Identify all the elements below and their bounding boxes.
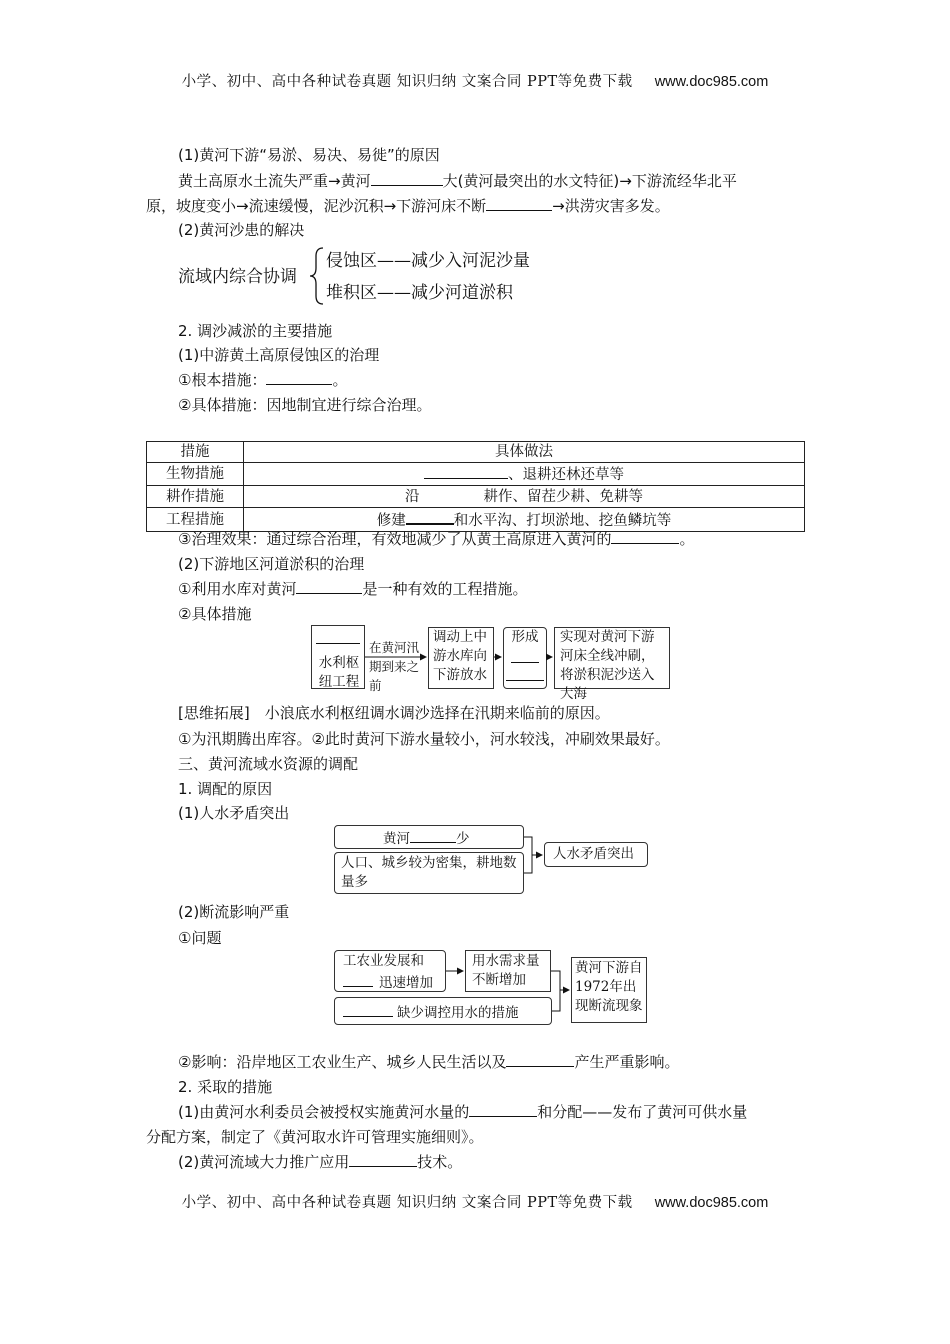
brace-item-1: 侵蚀区——减少入河泥沙量 bbox=[326, 251, 530, 271]
s3-line4-b: 产生严重影响。 bbox=[574, 1053, 680, 1071]
blank-13[interactable] bbox=[343, 1001, 393, 1017]
footer-text: 小学、初中、高中各种试卷真题 知识归纳 文案合同 PPT等免费下载 bbox=[181, 1195, 633, 1211]
s3-line4 bbox=[178, 1051, 679, 1073]
page-header bbox=[0, 70, 950, 91]
s2-line2-a: ①根本措施： bbox=[178, 371, 267, 389]
s2-line6-b: 是一种有效的工程措施。 bbox=[362, 580, 528, 598]
table-cell bbox=[244, 463, 805, 486]
s3-line4-a: ②影响：沿岸地区工农业生产、城乡人民生活以及 bbox=[178, 1053, 507, 1071]
blank-16[interactable] bbox=[349, 1151, 417, 1167]
blank-12[interactable] bbox=[343, 971, 373, 987]
flowB-box-cutoff: 黄河下游自1972年出现断流现象 bbox=[571, 957, 647, 1023]
s2-extension-b: ①为汛期腾出库容。②此时黄河下游水量较小，河水较浅，冲刷效果最好。 bbox=[178, 730, 670, 748]
flowB-dev-b: 迅速增加 bbox=[379, 975, 433, 991]
s3-line1: (1)人水矛盾突出 bbox=[178, 804, 290, 822]
s1-line2-b: 大(黄河最突出的水文特征)→下游流经华北平 bbox=[442, 172, 737, 190]
s3-sub2: 2. 采取的措施 bbox=[178, 1078, 273, 1096]
brace-label: 流域内综合协调 bbox=[178, 267, 297, 287]
brace-icon bbox=[309, 246, 325, 306]
s3-line5-b: 和分配——发布了黄河可供水量 bbox=[537, 1103, 748, 1121]
table-cell bbox=[244, 486, 805, 508]
s2-line7: ②具体措施 bbox=[178, 605, 252, 623]
blank-6[interactable] bbox=[406, 508, 454, 525]
blank-14[interactable] bbox=[506, 1051, 574, 1067]
flow1-dam-text: 水利枢纽工程 bbox=[318, 655, 360, 690]
blank-5[interactable] bbox=[420, 486, 484, 501]
blank-15[interactable] bbox=[469, 1101, 537, 1117]
flowB-box-control bbox=[334, 997, 552, 1025]
blank-9[interactable] bbox=[316, 643, 360, 644]
flow1-box-dam bbox=[311, 625, 365, 689]
s3-line7 bbox=[178, 1151, 462, 1173]
s2-line6 bbox=[178, 578, 527, 600]
s2-extension-a: [思维拓展] 小浪底水利枢纽调水调沙选择在汛期来临前的原因。 bbox=[178, 704, 610, 722]
s1-line4: (2)黄河沙患的解决 bbox=[178, 221, 305, 239]
s1-line3-a: 原，坡度变小→流速缓慢，泥沙沉积→下游河床不断 bbox=[146, 197, 487, 215]
s3-sub1: 1. 调配的原因 bbox=[178, 780, 273, 798]
blank-3[interactable] bbox=[266, 369, 332, 385]
s2-line4 bbox=[178, 528, 694, 550]
blank-4[interactable] bbox=[424, 463, 508, 479]
s3-line5-a: (1)由黄河水利委员会被授权实施黄河水量的 bbox=[178, 1103, 470, 1121]
brace-item-2: 堆积区——减少河道淤积 bbox=[326, 283, 513, 303]
s2-line2-b: 。 bbox=[332, 371, 348, 389]
s2-line5: (2)下游地区河道淤积的治理 bbox=[178, 555, 365, 573]
blank-8[interactable] bbox=[296, 578, 362, 594]
header-url[interactable]: www.doc985.com bbox=[654, 74, 769, 90]
table-cell-text: 沿 bbox=[405, 489, 420, 505]
s2-line4-a: ③治理效果：通过综合治理，有效地减少了从黄土高原进入黄河的 bbox=[178, 530, 612, 548]
flow1-box-form bbox=[503, 627, 547, 689]
s3-line7-b: 技术。 bbox=[417, 1153, 463, 1171]
s3-title: 三、黄河流域水资源的调配 bbox=[178, 755, 359, 773]
s3-line7-a: (2)黄河流域大力推广应用 bbox=[178, 1153, 350, 1171]
flowB-arrow-3 bbox=[552, 990, 560, 1011]
s2-line6-a: ①利用水库对黄河 bbox=[178, 580, 297, 598]
s2-title: 2. 调沙减淤的主要措施 bbox=[178, 322, 333, 340]
blank-2[interactable] bbox=[486, 195, 552, 211]
flowA-box-water bbox=[334, 825, 524, 849]
flow1-box-release: 调动上中游水库向下游放水 bbox=[428, 627, 494, 689]
s3-line2: (2)断流影响严重 bbox=[178, 903, 290, 921]
flowA-box-population: 人口、城乡较为密集，耕地数量多 bbox=[334, 852, 524, 894]
table-cell-text: 修建 bbox=[376, 513, 406, 529]
s1-line2-a: 黄土高原水土流失严重→黄河 bbox=[178, 172, 371, 190]
table-cell-text: 、退耕还林还草等 bbox=[508, 467, 624, 483]
s3-line6: 分配方案，制定了《黄河取水许可管理实施细则》。 bbox=[146, 1128, 484, 1146]
flowB-box-demand: 用水需求量不断增加 bbox=[465, 950, 551, 992]
page-footer bbox=[0, 1191, 950, 1212]
blank-10[interactable] bbox=[511, 662, 539, 663]
flow1-form-line bbox=[506, 680, 544, 681]
table-cell: 工程措施 bbox=[147, 508, 244, 532]
flow1-form-text: 形成 bbox=[511, 629, 539, 645]
s1-line3-b: →洪涝灾害多发。 bbox=[552, 197, 670, 215]
s2-line3: ②具体措施：因地制宜进行综合治理。 bbox=[178, 396, 432, 414]
table-row bbox=[147, 486, 805, 508]
flowA-bracket bbox=[524, 837, 532, 873]
s1-line1: (1)黄河下游“易淤、易决、易徙”的原因 bbox=[178, 146, 440, 164]
flowA-box-conflict: 人水矛盾突出 bbox=[544, 842, 648, 867]
table-cell: 生物措施 bbox=[147, 463, 244, 486]
flowB-control-text: 缺少调控用水的措施 bbox=[397, 1005, 519, 1021]
flow1-box-result: 实现对黄河下游河床全线冲刷，将淤积泥沙送入大海 bbox=[554, 627, 670, 689]
header-text: 小学、初中、高中各种试卷真题 知识归纳 文案合同 PPT等免费下载 bbox=[181, 74, 633, 90]
measures-table bbox=[146, 441, 805, 532]
blank-1[interactable] bbox=[371, 170, 443, 186]
s1-line3 bbox=[146, 195, 670, 217]
table-header-method: 具体做法 bbox=[244, 442, 805, 463]
table-cell: 耕作措施 bbox=[147, 486, 244, 508]
table-header-measure: 措施 bbox=[147, 442, 244, 463]
s3-line3: ①问题 bbox=[178, 929, 222, 947]
flowB-box-development bbox=[334, 950, 446, 992]
blank-7[interactable] bbox=[611, 528, 679, 544]
s3-line5 bbox=[178, 1101, 747, 1123]
flow1-label-flood: 在黄河汛期到来之前 bbox=[369, 640, 420, 693]
footer-url[interactable]: www.doc985.com bbox=[654, 1195, 769, 1211]
table-row bbox=[147, 442, 805, 463]
s1-line2 bbox=[178, 170, 737, 192]
flowA-water-a: 黄河 bbox=[383, 831, 410, 847]
table-row bbox=[147, 463, 805, 486]
table-cell-text: 耕作、留茬少耕、免耕等 bbox=[483, 489, 643, 505]
flowA-water-b: 少 bbox=[456, 831, 470, 847]
blank-11[interactable] bbox=[410, 827, 456, 843]
flowB-dev-a: 工农业发展和 bbox=[343, 953, 424, 969]
s2-line2 bbox=[178, 369, 347, 391]
flowB-arrow-2 bbox=[551, 971, 569, 990]
s2-line4-b: 。 bbox=[679, 530, 695, 548]
table-cell-text: 和水平沟、打坝淤地、挖鱼鳞坑等 bbox=[453, 513, 672, 529]
s2-line1: (1)中游黄土高原侵蚀区的治理 bbox=[178, 346, 380, 364]
